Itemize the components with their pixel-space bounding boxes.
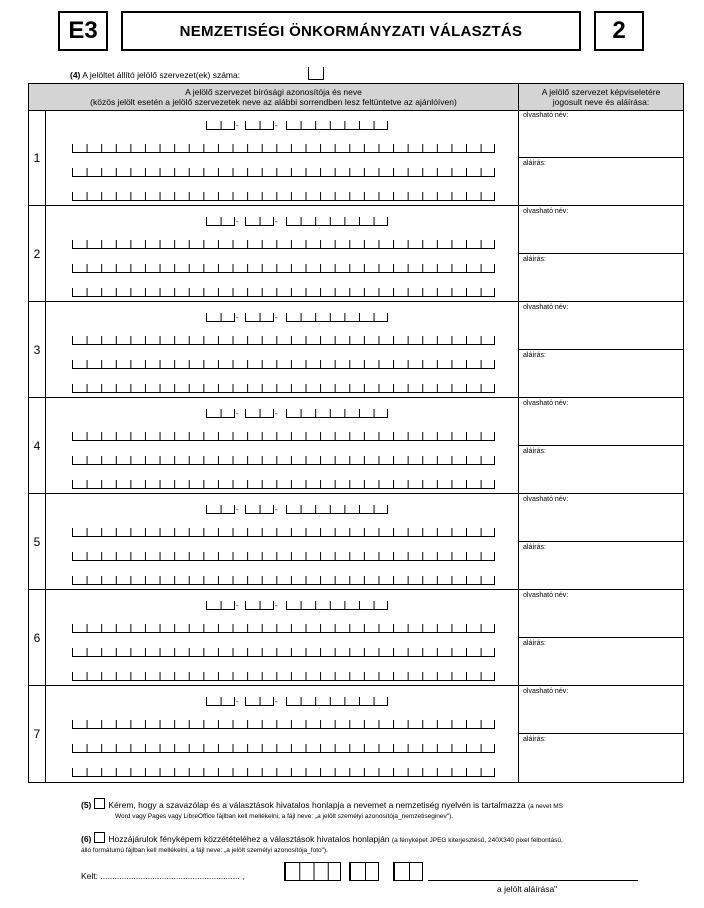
court-id-field-2[interactable] <box>245 601 274 610</box>
organization-name-line-3[interactable] <box>72 192 495 201</box>
q6-text: Hozzájárulok fényképem közzétételéhez a választások hivatalos honlapján <box>108 834 390 844</box>
court-id-field-3[interactable] <box>286 121 388 130</box>
page-number: 2 <box>612 17 626 44</box>
court-id-field-2[interactable] <box>245 217 274 226</box>
q6-note-b: álló formátumú fájlban kell mellékelni, a fájl neve: „a jelölt személyi azonosítója_foto"). <box>81 847 328 854</box>
name-label: olvasható név: <box>523 112 569 119</box>
header-col-representative <box>519 84 683 110</box>
q5-option <box>81 798 681 822</box>
id-separator: - <box>275 217 278 226</box>
signature-label: aláírás: <box>523 640 546 647</box>
id-separator: - <box>236 409 239 418</box>
row-number: 1 <box>29 110 46 205</box>
court-id-field-2[interactable] <box>245 313 274 322</box>
court-id-field-1[interactable] <box>206 601 235 610</box>
organization-name-line-3[interactable] <box>72 672 495 681</box>
form-code-box <box>58 11 108 51</box>
id-separator: - <box>275 409 278 418</box>
q5-note-a: (a nevet MS <box>527 803 564 810</box>
name-label: olvasható név: <box>523 208 569 215</box>
header-col-representative-line2: jogosult neve és aláírása: <box>552 97 650 107</box>
name-label: olvasható név: <box>523 400 569 407</box>
representative-name-field[interactable] <box>519 590 683 638</box>
court-id-field-3[interactable] <box>286 697 388 706</box>
organization-name-line-2[interactable] <box>72 744 495 753</box>
court-id-field-2[interactable] <box>245 697 274 706</box>
q6-note-a: (a fényképet JPEG kiterjesztésű, 240X340 pixel felbontású, <box>391 837 563 844</box>
table-row <box>29 206 683 302</box>
q5-number: (5) <box>81 800 92 810</box>
q5-text: Kérem, hogy a szavazólap és a választások hivatalos honlapja a nevemet a nemzetiség nyelvén is tartalmazza <box>108 800 526 810</box>
court-id-field-2[interactable] <box>245 505 274 514</box>
id-separator: - <box>275 121 278 130</box>
representative-signature-field[interactable] <box>519 350 683 398</box>
date-month-field[interactable] <box>349 862 379 881</box>
header-col-representative-line1: A jelölő szervezet képviseletére <box>541 87 661 97</box>
id-separator: - <box>275 313 278 322</box>
name-label: olvasható név: <box>523 688 569 695</box>
representative-signature-field[interactable] <box>519 638 683 686</box>
id-separator: - <box>236 601 239 610</box>
id-separator: - <box>236 505 239 514</box>
q6-checkbox[interactable] <box>94 832 105 843</box>
signature-label: aláírás: <box>523 448 546 455</box>
court-id-field-1[interactable] <box>206 121 235 130</box>
court-id-field-1[interactable] <box>206 409 235 418</box>
organization-table <box>28 83 684 783</box>
date-day-field[interactable] <box>393 862 423 881</box>
q4-text: A jelöltet állító jelölő szervezet(ek) száma: <box>82 70 241 80</box>
header-col-organization <box>29 84 519 110</box>
organization-cell <box>46 398 519 493</box>
organization-name-line-1[interactable] <box>72 624 495 633</box>
place-date-label: Kelt: ........................................................... , <box>81 871 245 881</box>
q6-number: (6) <box>81 834 92 844</box>
court-id-field-3[interactable] <box>286 313 388 322</box>
organization-name-line-3[interactable] <box>72 480 495 489</box>
q4-number: (4) <box>70 70 81 80</box>
id-separator: - <box>236 697 239 706</box>
representative-name-field[interactable] <box>519 110 683 158</box>
organization-name-line-1[interactable] <box>72 720 495 729</box>
id-separator: - <box>236 313 239 322</box>
header-col-organization-line1: A jelölő szervezet bírósági azonosítója és neve <box>185 87 362 97</box>
organization-name-line-1[interactable] <box>72 432 495 441</box>
signature-label: aláírás: <box>523 160 546 167</box>
form-title-box <box>121 11 581 51</box>
court-id-field-3[interactable] <box>286 601 388 610</box>
table-header <box>29 84 683 111</box>
name-label: olvasható név: <box>523 496 569 503</box>
id-separator: - <box>236 217 239 226</box>
row-number: 5 <box>29 494 46 589</box>
organization-name-line-2[interactable] <box>72 456 495 465</box>
representative-signature-field[interactable] <box>519 542 683 590</box>
row-number: 4 <box>29 398 46 493</box>
table-row <box>29 686 683 782</box>
id-separator: - <box>275 601 278 610</box>
candidate-signature-label: a jelölt aláírása" <box>497 884 558 894</box>
row-number: 3 <box>29 302 46 397</box>
name-label: olvasható név: <box>523 592 569 599</box>
organization-name-line-2[interactable] <box>72 360 495 369</box>
court-id-field-1[interactable] <box>206 217 235 226</box>
candidate-signature-line[interactable] <box>428 880 638 881</box>
organization-name-line-2[interactable] <box>72 552 495 561</box>
representative-signature-field[interactable] <box>519 734 683 782</box>
id-separator: - <box>236 121 239 130</box>
representative-name-field[interactable] <box>519 494 683 542</box>
organization-name-line-2[interactable] <box>72 264 495 273</box>
organization-cell <box>46 302 519 397</box>
court-id-field-3[interactable] <box>286 217 388 226</box>
representative-signature-field[interactable] <box>519 158 683 206</box>
q4-label <box>70 70 240 80</box>
id-separator: - <box>275 697 278 706</box>
header-col-organization-line2: (közös jelölt esetén a jelölő szervezetek neve az alábbi sorrendben lesz feltüntetve az ajánlóíven) <box>90 97 457 107</box>
court-id-field-1[interactable] <box>206 505 235 514</box>
organization-name-line-3[interactable] <box>72 768 495 777</box>
table-row <box>29 398 683 494</box>
table-row <box>29 494 683 590</box>
organization-name-line-1[interactable] <box>72 336 495 345</box>
table-row <box>29 110 683 206</box>
q6-option <box>81 832 681 856</box>
name-label: olvasható név: <box>523 304 569 311</box>
organization-name-line-2[interactable] <box>72 168 495 177</box>
signature-label: aláírás: <box>523 256 546 263</box>
row-number: 2 <box>29 206 46 301</box>
representative-cell <box>519 206 683 301</box>
organization-cell <box>46 206 519 301</box>
organization-name-line-3[interactable] <box>72 384 495 393</box>
organization-cell <box>46 494 519 589</box>
form-code: E3 <box>68 17 98 44</box>
organization-cell <box>46 686 519 782</box>
signature-label: aláírás: <box>523 736 546 743</box>
organization-name-line-1[interactable] <box>72 240 495 249</box>
organization-name-line-2[interactable] <box>72 648 495 657</box>
q5-checkbox[interactable] <box>94 798 105 809</box>
court-id-field-2[interactable] <box>245 409 274 418</box>
representative-name-field[interactable] <box>519 686 683 734</box>
table-row <box>29 590 683 686</box>
organization-cell <box>46 590 519 685</box>
representative-cell <box>519 398 683 493</box>
row-number: 6 <box>29 590 46 685</box>
organization-name-line-1[interactable] <box>72 144 495 153</box>
court-id-field-3[interactable] <box>286 409 388 418</box>
representative-name-field[interactable] <box>519 302 683 350</box>
court-id-field-3[interactable] <box>286 505 388 514</box>
representative-cell <box>519 686 683 782</box>
representative-name-field[interactable] <box>519 206 683 254</box>
court-id-field-2[interactable] <box>245 121 274 130</box>
representative-cell <box>519 302 683 397</box>
organization-name-line-1[interactable] <box>72 528 495 537</box>
representative-name-field[interactable] <box>519 398 683 446</box>
q4-count-field[interactable] <box>308 67 324 80</box>
page-number-box <box>594 11 644 51</box>
date-year-field[interactable] <box>284 862 341 881</box>
representative-cell <box>519 494 683 589</box>
representative-signature-field[interactable] <box>519 254 683 302</box>
court-id-field-1[interactable] <box>206 697 235 706</box>
q5-note-b: Word vagy Pages vagy LibreOffice fájlban kell mellékelni, a fájl neve: „a jelölt személyi azonosítója_nemzetiseginev"). <box>115 813 454 820</box>
representative-signature-field[interactable] <box>519 446 683 494</box>
organization-name-line-3[interactable] <box>72 576 495 585</box>
court-id-field-1[interactable] <box>206 313 235 322</box>
organization-name-line-3[interactable] <box>72 288 495 297</box>
signature-label: aláírás: <box>523 544 546 551</box>
id-separator: - <box>275 505 278 514</box>
representative-cell <box>519 110 683 205</box>
organization-cell <box>46 110 519 205</box>
representative-cell <box>519 590 683 685</box>
form-title: NEMZETISÉGI ÖNKORMÁNYZATI VÁLASZTÁS <box>179 22 523 40</box>
signature-label: aláírás: <box>523 352 546 359</box>
row-number: 7 <box>29 686 46 782</box>
table-row <box>29 302 683 398</box>
